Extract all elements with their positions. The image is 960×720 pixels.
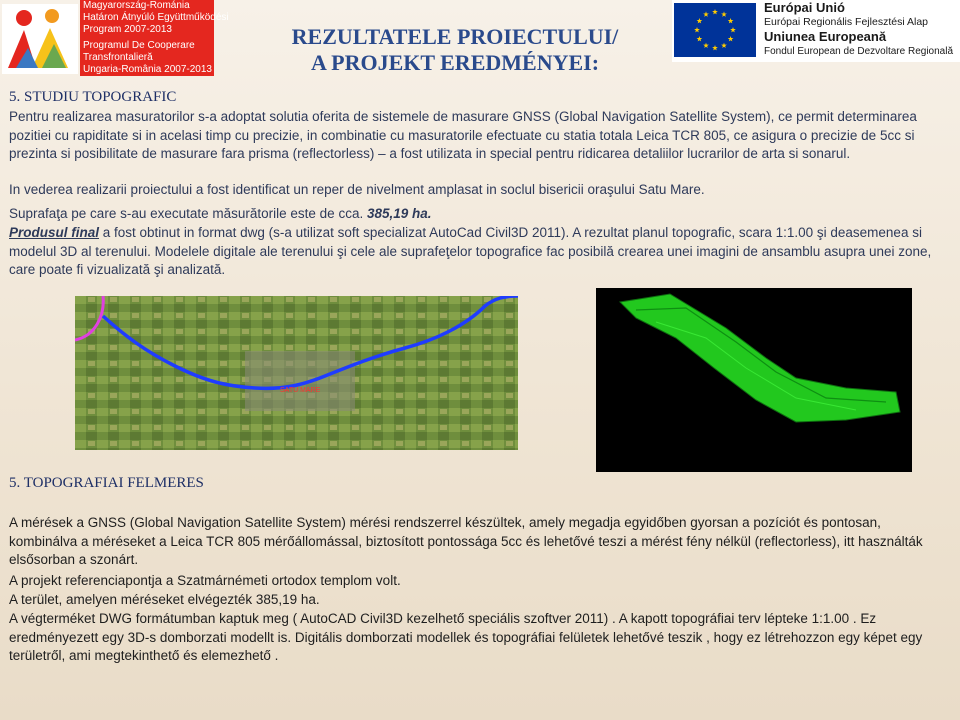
program-text-line: Transfrontalieră — [83, 52, 153, 63]
paragraph-ro-1: Pentru realizarea masuratorilor s-a adoptat solutia oferita de sistemele de masurare GNSS (Global Navigation Satellite System), ce permit determinarea pozitiei cu rapiditate si in acelasi timp cu precizie, in combinatie cu masuratorile efectuate cu statia totala Leica TCR 805, ce asigura o precizie de 5cc si prezinta si posibilitate de masurare fara prisma (reflectorless) – a fost utilizata in special pentru ridicarea detaliilor lucrarilor de arta si sonarul. — [9, 109, 917, 161]
eu-fund-ro: Fondul European de Dezvoltare Regională — [764, 46, 954, 57]
program-logo-mark — [2, 4, 78, 74]
title-line-1: REZULTATELE PROIECTULUI/ — [291, 24, 619, 49]
program-text-line: Program 2007-2013 — [83, 24, 172, 35]
program-text-line: Határon Átnyúló Együttműködési — [83, 12, 229, 23]
final-product-label: Produsul final — [9, 225, 100, 240]
aerial-map-image — [75, 296, 518, 450]
program-text-line: Programul De Cooperare — [83, 40, 195, 51]
paragraph-hu-2: A projekt referenciapontja a Szatmárnémeti ortodox templom volt. — [9, 573, 401, 588]
program-logo — [0, 0, 229, 80]
program-text-line: Magyarország-Románia — [83, 0, 190, 11]
eu-title-hu: Európai Unió — [764, 0, 845, 15]
terrain-3d-model-image — [596, 288, 912, 472]
paragraph-ro-4 — [9, 224, 951, 280]
program-text-line: Ungaria-România 2007-2013 — [83, 64, 212, 75]
eu-flag-icon — [674, 3, 756, 57]
eu-logo — [672, 0, 960, 62]
eu-title-ro: Uniunea Europeană — [764, 29, 887, 44]
paragraph-hu-3: A terület, amelyen méréseket elvégezték 385,19 ha. — [9, 592, 320, 607]
final-product-text: a fost obtinut in format dwg (s-a utilizat soft specializat AutoCad Civil3D 2011). A rezultat planul topografic, scara 1:1.00 şi deasemenea si modelul 3D al terenului. Modelele digitale ale terenului şi cele ale suprafeţelor topografice fac posibilă crearea unei imagini de ansamblu asupra unei zone, care poate fi vizualizată şi analizată. — [9, 225, 932, 277]
area-value: 385,19 ha. — [366, 206, 432, 221]
paragraph-ro-2: In vederea realizarii proiectului a fost identificat un reper de nivelment amplasat in soclul bisericii oraşului Satu Mare. — [9, 182, 705, 197]
program-logo-text — [80, 0, 229, 76]
map-label: SATU MARE — [280, 387, 321, 394]
area-text: Suprafaţa pe care s-au executate măsurătorile este de cca. — [9, 206, 367, 221]
eu-fund-hu: Európai Regionális Fejlesztési Alap — [764, 16, 929, 28]
title-line-2: A PROJEKT EREDMÉNYEI: — [310, 50, 600, 75]
page-title — [260, 24, 650, 76]
paragraph-ro-3 — [9, 205, 951, 224]
section-heading-hu: 5. TOPOGRAFIAI FELMERES — [9, 475, 204, 491]
paragraph-hu-1: A mérések a GNSS (Global Navigation Satellite System) mérési rendszerrel készültek, amely megadja egyidőben gyorsan a pozíciót és pontosan, kombinálva a méréseket a Leica TCR 805 mérőállomással, biztosított pontossága 5cc és lehetővé teszi a mérést fény nélkül (reflectorless), itt használták elsősorban a szonárt. — [9, 515, 923, 567]
section-heading-ro: 5. STUDIU TOPOGRAFIC — [9, 89, 177, 105]
paragraph-hu-4: A végterméket DWG formátumban kaptuk meg ( AutoCAD Civil3D kezelhető speciális szoftver 2011) . A kapott topográfiai terv lépteke 1:1.00 . Ez eredményezett egy 3D-s domborzati modellt is. Digitális domborzati modellek és topográfiai felületek lehetővé teszik , hogy ez létrehozzon egy képet egy területről, ami megtekinthető és elemezhető . — [9, 611, 923, 663]
